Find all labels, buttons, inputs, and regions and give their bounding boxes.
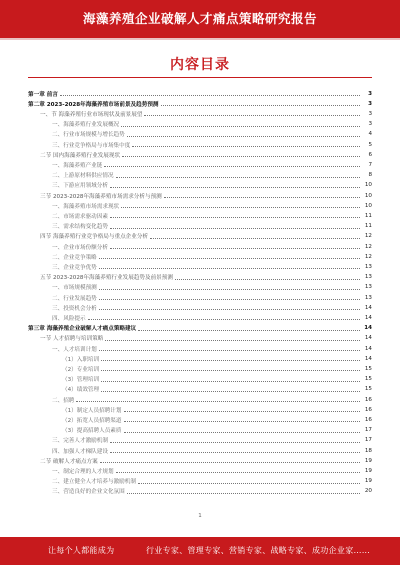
toc-leader-dots: [144, 115, 360, 116]
toc-entry-page: 19: [364, 457, 372, 464]
toc-entry-text: 一、海藻养殖行业发展概况: [52, 122, 120, 129]
toc-entry-page: 8: [368, 172, 372, 179]
toc-entry-text: 三、投资机会分析: [52, 305, 97, 312]
toc-entry-text: 第三章 海藻养殖企业破解人才痛点策略建议: [28, 326, 137, 333]
toc-leader-dots: [101, 391, 360, 392]
toc-leader-dots: [100, 462, 360, 463]
toc-leader-dots: [110, 248, 360, 249]
toc-entry-page: 4: [368, 131, 372, 138]
toc-title: 内容目录: [170, 57, 230, 73]
toc-leader-dots: [127, 493, 360, 494]
toc-entry-page: 17: [364, 437, 372, 444]
toc-entry-text: （1）入职培训: [62, 356, 100, 363]
toc-entry-page: 19: [364, 467, 372, 474]
toc-entry-page: 3: [368, 90, 372, 97]
toc-entry-text: 三、下游应用领域分析: [52, 183, 108, 190]
toc-entry-page: 7: [368, 161, 372, 168]
toc-entry-text: 三、行业竞争格局与市场集中度: [52, 142, 131, 149]
toc-leader-dots: [138, 483, 360, 484]
toc-entry-text: 一、海藻养殖产业链: [52, 162, 103, 169]
toc-entry-text: 二、行业发展趋势: [52, 295, 97, 302]
toc-leader-dots: [121, 207, 360, 208]
toc-entry-page: 18: [364, 447, 372, 454]
toc-entry-text: 二、企业竞争策略: [52, 254, 97, 261]
toc-entry-page: 16: [364, 416, 372, 423]
toc-entry-page: 12: [364, 253, 372, 260]
toc-entry-page: 3: [368, 110, 372, 117]
toc-leader-dots: [101, 381, 360, 382]
toc-entry-text: 二、招聘: [52, 397, 75, 404]
toc-entry-page: 19: [364, 478, 372, 485]
toc-leader-dots: [99, 299, 360, 300]
toc-leader-dots: [150, 238, 360, 239]
toc-divider: [28, 77, 372, 78]
toc-leader-dots: [110, 228, 360, 229]
toc-leader-dots: [101, 370, 360, 371]
toc-leader-dots: [124, 411, 361, 412]
toc-entry-page: 11: [364, 212, 372, 219]
toc-entry-text: （1）制定人员招聘计划: [62, 407, 122, 414]
report-title: 海藻养殖企业破解人才痛点策略研究报告: [82, 11, 317, 26]
toc-entry-text: 一、市场规模预测: [52, 285, 97, 292]
toc-entry-text: 四、加强人才梯队建设: [52, 448, 108, 455]
toc-leader-dots: [121, 126, 360, 127]
toc-leader-dots: [132, 146, 360, 147]
toc-leader-dots: [99, 309, 360, 310]
toc-entry-page: 15: [364, 386, 372, 393]
toc-leader-dots: [110, 217, 360, 218]
toc-entry-text: （2）拓宽人员招聘渠道: [62, 417, 122, 424]
toc-entry-text: 四、风险提示: [52, 315, 86, 322]
toc-entry-text: 二、行业市场规模与增长趋势: [52, 132, 125, 139]
toc-entry-page: 14: [364, 314, 372, 321]
toc-entry-text: 四节 海藻养殖行业竞争格局与重点企业分析: [40, 234, 149, 241]
toc-entry-page: 17: [364, 427, 372, 434]
toc-leader-dots: [161, 105, 360, 106]
toc-entry-text: （2）专业培训: [62, 366, 100, 373]
toc-entry-text: 第二章 2023-2028年海藻养殖市场前景及趋势预测: [28, 101, 159, 108]
toc-leader-dots: [76, 401, 360, 402]
toc-entry-page: 10: [364, 192, 372, 199]
toc-leader-dots: [101, 360, 360, 361]
toc-entry-page: 13: [364, 284, 372, 291]
toc-entry-text: 三、营造良好的企业文化氛围: [52, 489, 125, 496]
footer-bar: [0, 537, 400, 565]
toc-leader-dots: [164, 197, 360, 198]
toc-leader-dots: [99, 289, 360, 290]
toc-leader-dots: [116, 472, 360, 473]
toc-leader-dots: [138, 330, 360, 331]
toc-entry-page: 11: [364, 223, 372, 230]
toc-entry-text: 一、人才培训计划: [52, 346, 97, 353]
toc-entry-text: 二节 破解人才痛点方案: [40, 458, 98, 465]
toc-entry-page: 12: [364, 243, 372, 250]
toc-leader-dots: [88, 319, 360, 320]
toc-entry-page: 10: [364, 182, 372, 189]
toc-entry-text: 一、节 海藻养殖行业市场现状及前景展望: [40, 111, 143, 118]
toc-entry-text: （3）管理培训: [62, 377, 100, 384]
footer-slogan-right: 行业专家、管理专家、营销专家、战略专家、成功企业家……: [146, 546, 371, 555]
toc-leader-dots: [124, 421, 361, 422]
toc-leader-dots: [110, 187, 360, 188]
toc-entry-page: 14: [364, 304, 372, 311]
toc-leader-dots: [104, 166, 360, 167]
footer-slogan-left: 让每个人都能成为: [48, 546, 115, 555]
toc-entry-page: 14: [364, 345, 372, 352]
toc-leader-dots: [110, 452, 360, 453]
toc-entry-page: 16: [364, 406, 372, 413]
toc-entry-page: 6: [368, 151, 372, 158]
toc-entry-text: 二、建立健全人才培养与激励机制: [52, 479, 136, 486]
toc-leader-dots: [99, 268, 360, 269]
toc-entry-page: 13: [364, 274, 372, 281]
toc-entry-page: 16: [364, 396, 372, 403]
toc-leader-dots: [122, 156, 360, 157]
toc-entry-page: 3: [368, 121, 372, 128]
toc-leader-dots: [127, 136, 360, 137]
toc-entry-page: 10: [364, 202, 372, 209]
toc-leader-dots: [124, 432, 361, 433]
toc-leader-dots: [116, 177, 360, 178]
toc-entry-text: 一、制定合理的人才规划: [52, 468, 114, 475]
toc-leader-dots: [60, 95, 360, 96]
report-header-bar: [0, 0, 400, 38]
toc-entry-text: 三、完善人才激励机制: [52, 438, 108, 445]
toc-entry-page: 15: [364, 376, 372, 383]
toc-entry-text: 二节 国内海藻养殖行业发展现状: [40, 152, 121, 159]
toc-entry-text: 三、需求结构变化趋势: [52, 224, 108, 231]
toc-entry[interactable]: [0, 486, 400, 497]
toc-entry-text: 第一章 前言: [28, 91, 58, 98]
toc-leader-dots: [105, 340, 360, 341]
toc-entry-page: 14: [364, 355, 372, 362]
toc-leader-dots: [110, 442, 360, 443]
toc-leader-dots: [99, 258, 360, 259]
toc-entry-page: 13: [364, 263, 372, 270]
toc-leader-dots: [175, 279, 360, 280]
toc-entry-page: 3: [368, 100, 372, 107]
toc-entry-page: 14: [364, 325, 372, 332]
toc-entry-text: 二、上游原材料供应情况: [52, 173, 114, 180]
toc-entry-page: 13: [364, 294, 372, 301]
toc-entry-page: 15: [364, 365, 372, 372]
toc-entry-text: 二、市场需求驱动因素: [52, 213, 108, 220]
toc-entry-page: 5: [368, 141, 372, 148]
toc-entry-page: 12: [364, 233, 372, 240]
toc-entry-text: 一、海藻养殖市场需求现状: [52, 203, 120, 210]
toc-entry-text: 一、企业市场份额分析: [52, 244, 108, 251]
header-divider: [0, 38, 400, 40]
toc-leader-dots: [99, 350, 360, 351]
toc-entry-text: 五节 2023-2028年海藻养殖行业发展趋势及前景预测: [40, 275, 173, 282]
page-number: 1: [198, 513, 202, 519]
toc-entry-text: 三节 2023-2028年海藻养殖市场需求分析与预测: [40, 193, 162, 200]
toc-entry-page: 14: [364, 335, 372, 342]
toc-entry-text: 一节 人才招聘与培训策略: [40, 336, 104, 343]
toc-entry-text: （4）绩效管理: [62, 387, 100, 394]
toc-entry-page: 20: [364, 488, 372, 495]
toc-entry-text: 三、企业竞争优势: [52, 264, 97, 271]
toc-entry-text: （3）提高招聘人员素质: [62, 428, 122, 435]
